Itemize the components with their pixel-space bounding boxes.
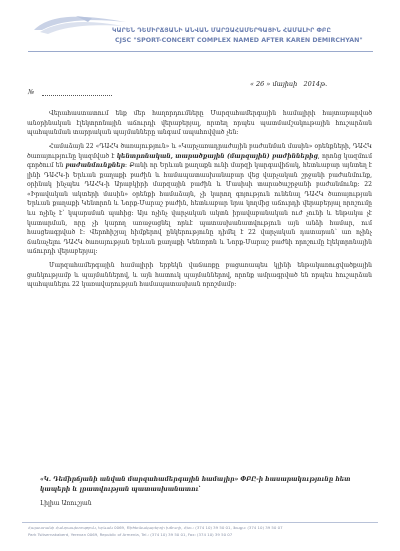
bold-phrase-2: բաժանմունքներ [65, 162, 126, 170]
complex-logo [30, 12, 130, 38]
document-number-line [42, 95, 112, 96]
footer-address-english: Park Tsitsernakaberd, Yerevan 0069, Republic of Armenia, Tel.: (374 10) 39 50 01, Fax: (374 10) 39 50 07 [28, 532, 233, 537]
date-month: մայիսի [272, 80, 298, 88]
footer-address-armenian: Հայաստանի Հանրապետություն, Երևան 0069, Ծիծեռնակաբերդի խճուղի, Հեռ.: (374 10) 39 50 01, Ֆաքս: (374 10) 39 50 07 [28, 525, 283, 530]
date-day: 26 [256, 80, 265, 88]
signatory-title: «Կ. Դեմիրճյանի անվան մարզահամերգային համալիր» ՓԲԸ-ի հասարակությունը հետ կապերի և լրատվության պատասխանատու՝ [40, 476, 351, 493]
footer-divider [22, 522, 378, 523]
bold-phrase-1: կենտրոնական, տարածքային (մարզային) բաժիններից [116, 152, 318, 160]
organization-name-armenian: ԿԱՐԵՆ ԴԵՄԻՐՃՅԱՆԻ ԱՆՎԱՆ ՄԱՐԶԱՀԱՄԵՐԳԱՅԻՆ ՀԱՄԱԼԻՐ ՓԲԸ [112, 27, 332, 34]
date-year-prefix: 20 [303, 80, 312, 88]
paragraph-3: Մարզահամերգային համալիրի երբեկն վաճառքը բացառապես կլինի ենթակառուցվածքային ցանկությամբ և պայմաններով, և այն հատուկ պայմաններով, որոնք ամրագրված են որպես հուշարձան պահպանելու 22 կառավարության համապատասխան որոշմամբ: [27, 262, 372, 289]
header-divider [28, 51, 373, 52]
letter-date: « 26 » մայիսի 2014թ. [250, 80, 328, 88]
document-number-label: № [28, 88, 35, 96]
paragraph-2: Համաձայն 22 «ԴԱՀԿ ծառայություն» և «Կարչառադրաժային բաժանման մասին» օրենքների, ԴԱՀԿ ծառայությունը կազմված է կենտրոնական, տարածքային (մարզային) բաժիններից, որոնց կազմում գործում են բաժանմունքներ: Քանի որ Երևան քաղաքն ունի մարզի կարգավիճակ, հետևաբար այնտեղ է լինի ԴԱՀԿ-ի Երևան քաղաքի բաժին և համապատասխանաբար վեց վարչական շրջանի բաժանմունք, օրինակ ինչպես ԴԱՀԿ-ի Արաբկիրի մարզային բաժին և Մասիսի տարածաշրջանի բաժանմունք: 22 «Իրավական ակտերի մասին» օրենքի համաձայն, չի կարող գոյություն ունենալ ԴԱՀԿ ծառայության Երևան քաղաքի Կենտրոն և Նորք-Մարաշ բաժին, հետևաբար նրա կողմից աճուրդի վերաբերյալ որոշումը ևս ոչինչ է՝ կպարսման պահից: Այս ոչինչ վարչական ակտն իրավաբանական ուժ չունի և ենթակա չէ կատարման, որը չի կարող առաջացնել որևէ պատասխանատվություն այն անձի համար, ում հասցեագրված է: Վերոհիշյալ հիմքերով ընկերությունը դիմել է 22 վարչական դատարան՝ առ ոչինչ ճանաչելու ԴԱՀԿ ծառայության Երևան քաղաքի Կենտրոն և Նորք-Մարաշ բաժնի որոշումը էլեկտրոնային աճուրդի վերաբերյալ: [27, 143, 372, 256]
signatory-name: Լիլիա Առուշյան [40, 500, 92, 507]
organization-name-english: CJSC "SPORT-CONCERT COMPLEX NAMED AFTER KAREN DEMIRCHYAN" [115, 37, 363, 44]
paragraph-1: Վերահաստատում ենք մեր հաղորդումները Մարզահամերգային համալիրի հայտարարված անօրինական էլեկտրոնային աճուրդի վերաբերյալ, որտեղ որպես պատմամշակութային հուշարձան պահպանման տարրական պայմանները անգամ ապահովված չեն: [27, 110, 372, 137]
letter-body [27, 109, 372, 290]
date-year-suffix: 14թ. [311, 80, 328, 88]
